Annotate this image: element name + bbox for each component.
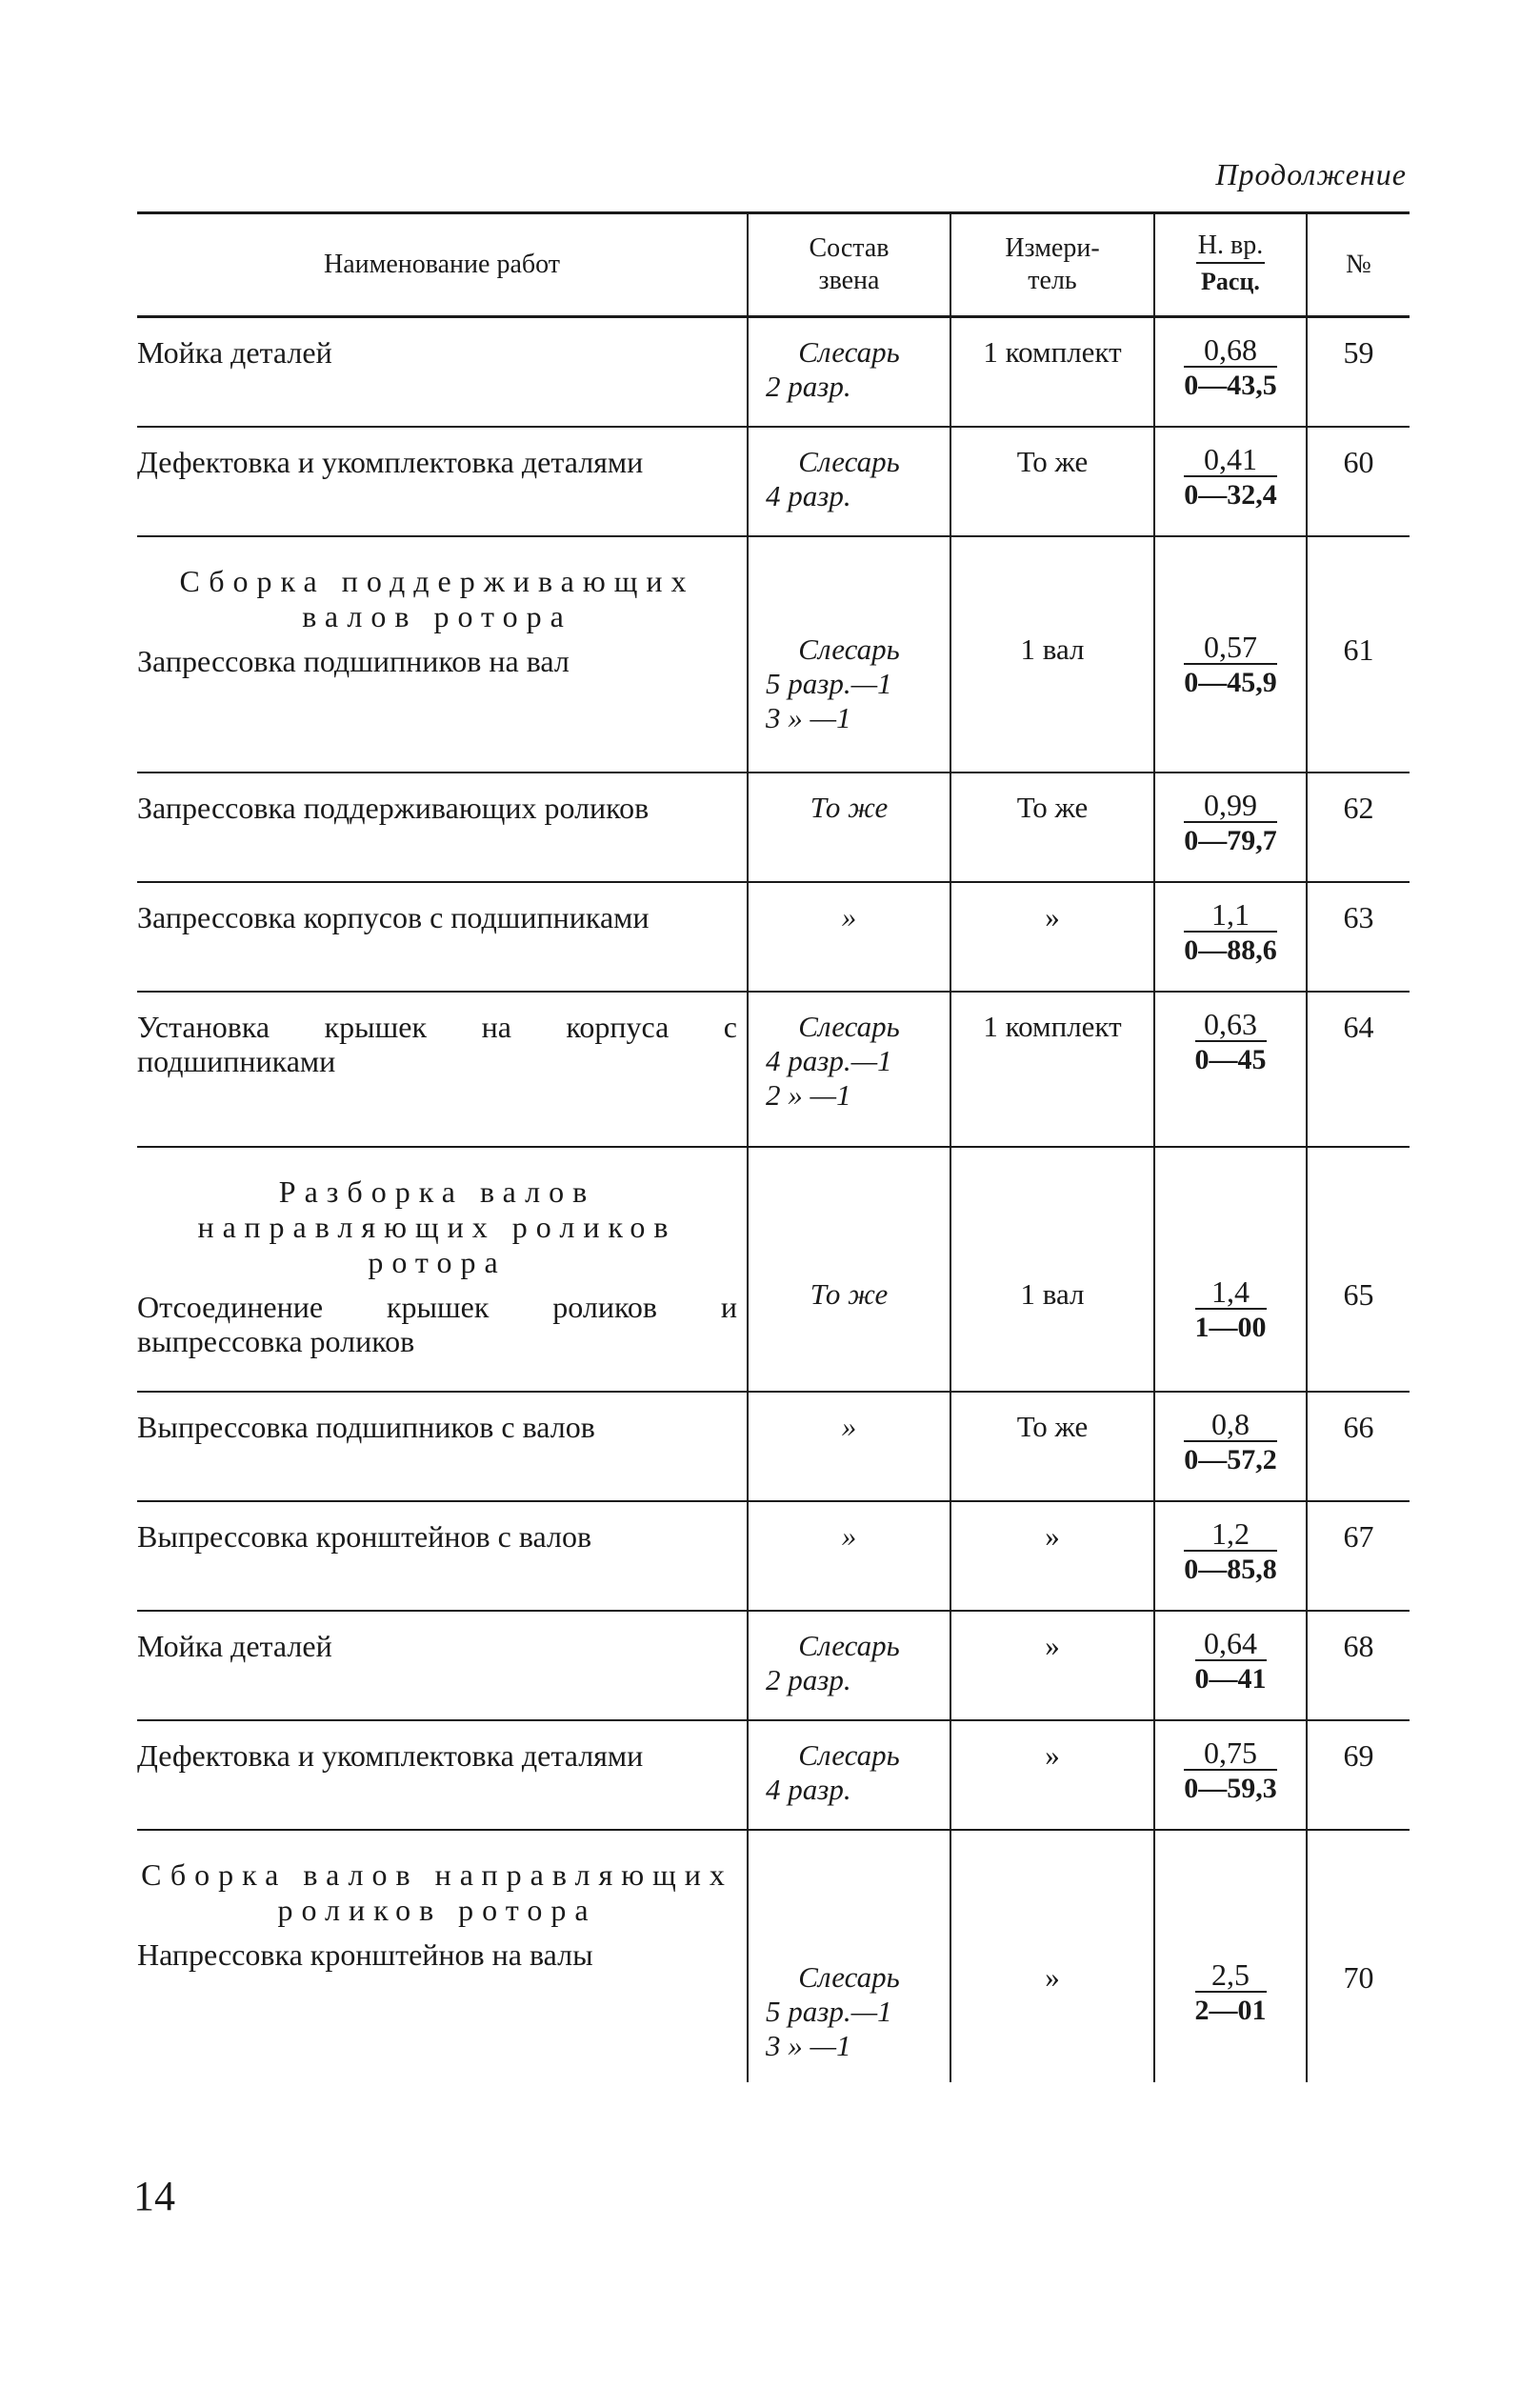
row-number: 63 xyxy=(1343,899,1374,934)
crew-line: Слесарь xyxy=(798,1628,900,1662)
header-number: № xyxy=(1307,213,1410,317)
unit-cell: » xyxy=(1045,1628,1060,1662)
table-row xyxy=(137,882,1410,992)
rate-cell xyxy=(1155,537,1306,701)
crew-line: 4 разр.—1 xyxy=(766,1043,892,1077)
crew-line: 4 разр. xyxy=(766,478,851,512)
crew-line: 2 разр. xyxy=(766,370,851,403)
price: 0—59,3 xyxy=(1184,1772,1277,1804)
time-norm: 0,57 xyxy=(1184,631,1277,665)
section-heading: Сборка валов направляющих роликов ротора xyxy=(141,1856,733,1927)
crew-cell xyxy=(749,537,950,735)
rate-cell xyxy=(1155,428,1306,513)
crew-line: 5 разр.—1 xyxy=(766,666,892,700)
rate-cell xyxy=(1155,318,1306,404)
work-name: Отсоединение крышек роликов и выпрессовка роликов xyxy=(137,1289,737,1358)
table-row xyxy=(137,1147,1410,1392)
work-name-cell xyxy=(137,1720,748,1830)
unit-cell: 1 комплект xyxy=(983,1009,1122,1043)
unit-cell: 1 комплект xyxy=(983,335,1122,369)
time-norm: 0,41 xyxy=(1184,443,1277,477)
crew-cell xyxy=(749,428,950,513)
price: 0—45,9 xyxy=(1184,666,1277,698)
rate-cell xyxy=(1155,1612,1306,1697)
page-number: 14 xyxy=(133,2173,175,2219)
work-name: Запрессовка корпусов с подшипниками xyxy=(137,899,650,934)
header-crew: Состав звена xyxy=(748,213,950,317)
unit-cell: 1 вал xyxy=(1020,1276,1085,1311)
crew-line: » xyxy=(841,1518,857,1553)
crew-cell xyxy=(749,1721,950,1807)
crew-line: 4 разр. xyxy=(766,1772,851,1806)
rate-cell xyxy=(1155,1831,1306,2029)
work-name-cell xyxy=(137,1501,748,1611)
work-name-cell xyxy=(137,992,748,1147)
row-number: 61 xyxy=(1343,632,1374,667)
table-row xyxy=(137,427,1410,536)
table-row xyxy=(137,1392,1410,1501)
price: 0—88,6 xyxy=(1184,933,1277,966)
time-norm: 1,4 xyxy=(1195,1275,1267,1310)
rate-cell xyxy=(1155,883,1306,969)
rate-cell xyxy=(1155,1393,1306,1478)
table-row xyxy=(137,1611,1410,1720)
crew-line: Слесарь xyxy=(798,1737,900,1772)
price: 0—57,2 xyxy=(1184,1443,1277,1475)
crew-line: Слесарь xyxy=(798,632,900,666)
work-name-cell xyxy=(137,773,748,882)
work-name: Выпрессовка подшипников с валов xyxy=(137,1409,595,1444)
work-name: Дефектовка и укомплектовка деталями xyxy=(137,1737,644,1773)
row-number: 67 xyxy=(1343,1518,1374,1554)
time-norm: 1,2 xyxy=(1184,1517,1277,1552)
time-norm: 0,8 xyxy=(1184,1408,1277,1442)
crew-line: » xyxy=(841,899,857,933)
table-row xyxy=(137,1830,1410,2082)
time-norm: 0,64 xyxy=(1195,1627,1267,1661)
price: 2—01 xyxy=(1194,1994,1267,2026)
rate-cell xyxy=(1155,1721,1306,1807)
table-row xyxy=(137,1501,1410,1611)
rate-cell xyxy=(1155,773,1306,859)
work-name-cell xyxy=(137,1611,748,1720)
crew-line: То же xyxy=(810,790,889,824)
table-row xyxy=(137,773,1410,882)
time-norm: 0,75 xyxy=(1184,1736,1277,1771)
work-name-cell xyxy=(137,317,748,427)
price: 0—43,5 xyxy=(1184,370,1277,401)
crew-line: Слесарь xyxy=(798,444,900,478)
crew-cell xyxy=(749,1393,950,1444)
price: 0—45 xyxy=(1194,1043,1267,1075)
unit-cell: » xyxy=(1045,1518,1060,1553)
work-name-cell xyxy=(137,1392,748,1501)
continued-label: Продолжение xyxy=(1215,157,1407,191)
crew-cell xyxy=(749,1612,950,1697)
crew-cell xyxy=(749,993,950,1113)
crew-cell xyxy=(749,318,950,404)
table-header-row xyxy=(137,213,1410,317)
section-heading: Разборка валов направляющих роликов ротора xyxy=(197,1174,677,1279)
price: 0—32,4 xyxy=(1184,478,1277,511)
row-number: 66 xyxy=(1343,1409,1374,1444)
unit-cell: » xyxy=(1045,1959,1060,1994)
time-norm: 0,63 xyxy=(1195,1008,1267,1042)
price: 0—79,7 xyxy=(1184,824,1277,856)
rate-cell xyxy=(1155,1502,1306,1588)
row-number: 70 xyxy=(1343,1959,1374,1995)
row-number: 65 xyxy=(1343,1276,1374,1312)
price: 0—41 xyxy=(1194,1662,1267,1695)
work-name-cell xyxy=(137,427,748,536)
work-name: Дефектовка и укомплектовка деталями xyxy=(137,444,644,479)
norms-table xyxy=(137,211,1410,2082)
work-name-cell xyxy=(137,536,748,773)
crew-line: 3 » —1 xyxy=(766,700,851,734)
crew-line: То же xyxy=(810,1276,889,1311)
work-name: Выпрессовка кронштейнов с валов xyxy=(137,1518,592,1554)
unit-cell: То же xyxy=(1016,790,1089,824)
work-name: Напрессовка кронштейнов на валы xyxy=(137,1936,593,1972)
time-norm: 0,68 xyxy=(1184,333,1277,368)
work-name: Мойка деталей xyxy=(137,335,332,370)
row-number: 62 xyxy=(1343,790,1374,825)
work-name: Установка крышек на корпуса с подшипниками xyxy=(137,1009,737,1078)
unit-cell: » xyxy=(1045,899,1060,933)
work-name-cell xyxy=(137,1147,748,1392)
table-row xyxy=(137,1720,1410,1830)
unit-cell: То же xyxy=(1016,444,1089,478)
crew-line: Слесарь xyxy=(798,1009,900,1043)
crew-cell xyxy=(749,1831,950,2063)
crew-line: Слесарь xyxy=(798,1959,900,1994)
row-number: 59 xyxy=(1343,335,1374,370)
work-name-cell xyxy=(137,882,748,992)
work-name: Мойка деталей xyxy=(137,1628,332,1663)
rate-cell xyxy=(1155,993,1306,1078)
time-norm: 0,99 xyxy=(1184,789,1277,823)
work-name: Запрессовка подшипников на вал xyxy=(137,643,570,678)
work-name-cell xyxy=(137,1830,748,2082)
unit-cell: » xyxy=(1045,1737,1060,1772)
crew-line: 5 разр.—1 xyxy=(766,1994,892,2028)
crew-cell xyxy=(749,1148,950,1312)
unit-cell: 1 вал xyxy=(1020,632,1085,666)
unit-cell: То же xyxy=(1016,1409,1089,1443)
header-name: Наименование работ xyxy=(137,213,748,317)
crew-line: 2 разр. xyxy=(766,1662,851,1696)
crew-line: Слесарь xyxy=(798,335,900,369)
header-rate: $\frac{Н. вр.}{\text{Расц.}}$ xyxy=(1154,213,1307,317)
row-number: 60 xyxy=(1343,444,1374,479)
row-number: 69 xyxy=(1343,1737,1374,1773)
crew-line: » xyxy=(841,1409,857,1443)
rate-cell xyxy=(1155,1148,1306,1346)
price: 0—85,8 xyxy=(1184,1553,1277,1585)
section-heading: Сборка поддерживающих валов ротора xyxy=(179,563,695,633)
table-row xyxy=(137,536,1410,773)
crew-line: 3 » —1 xyxy=(766,2028,851,2062)
row-number: 68 xyxy=(1343,1628,1374,1663)
crew-cell xyxy=(749,1502,950,1554)
price: 1—00 xyxy=(1194,1311,1267,1343)
crew-cell xyxy=(749,883,950,934)
row-number: 64 xyxy=(1343,1009,1374,1044)
time-norm: 1,1 xyxy=(1184,898,1277,933)
crew-line: 2 » —1 xyxy=(766,1077,851,1112)
time-norm: 2,5 xyxy=(1195,1958,1267,1993)
table-row xyxy=(137,992,1410,1147)
header-unit: Измери- тель xyxy=(950,213,1154,317)
crew-cell xyxy=(749,773,950,825)
work-name: Запрессовка поддерживающих роликов xyxy=(137,790,650,825)
table-row xyxy=(137,317,1410,427)
